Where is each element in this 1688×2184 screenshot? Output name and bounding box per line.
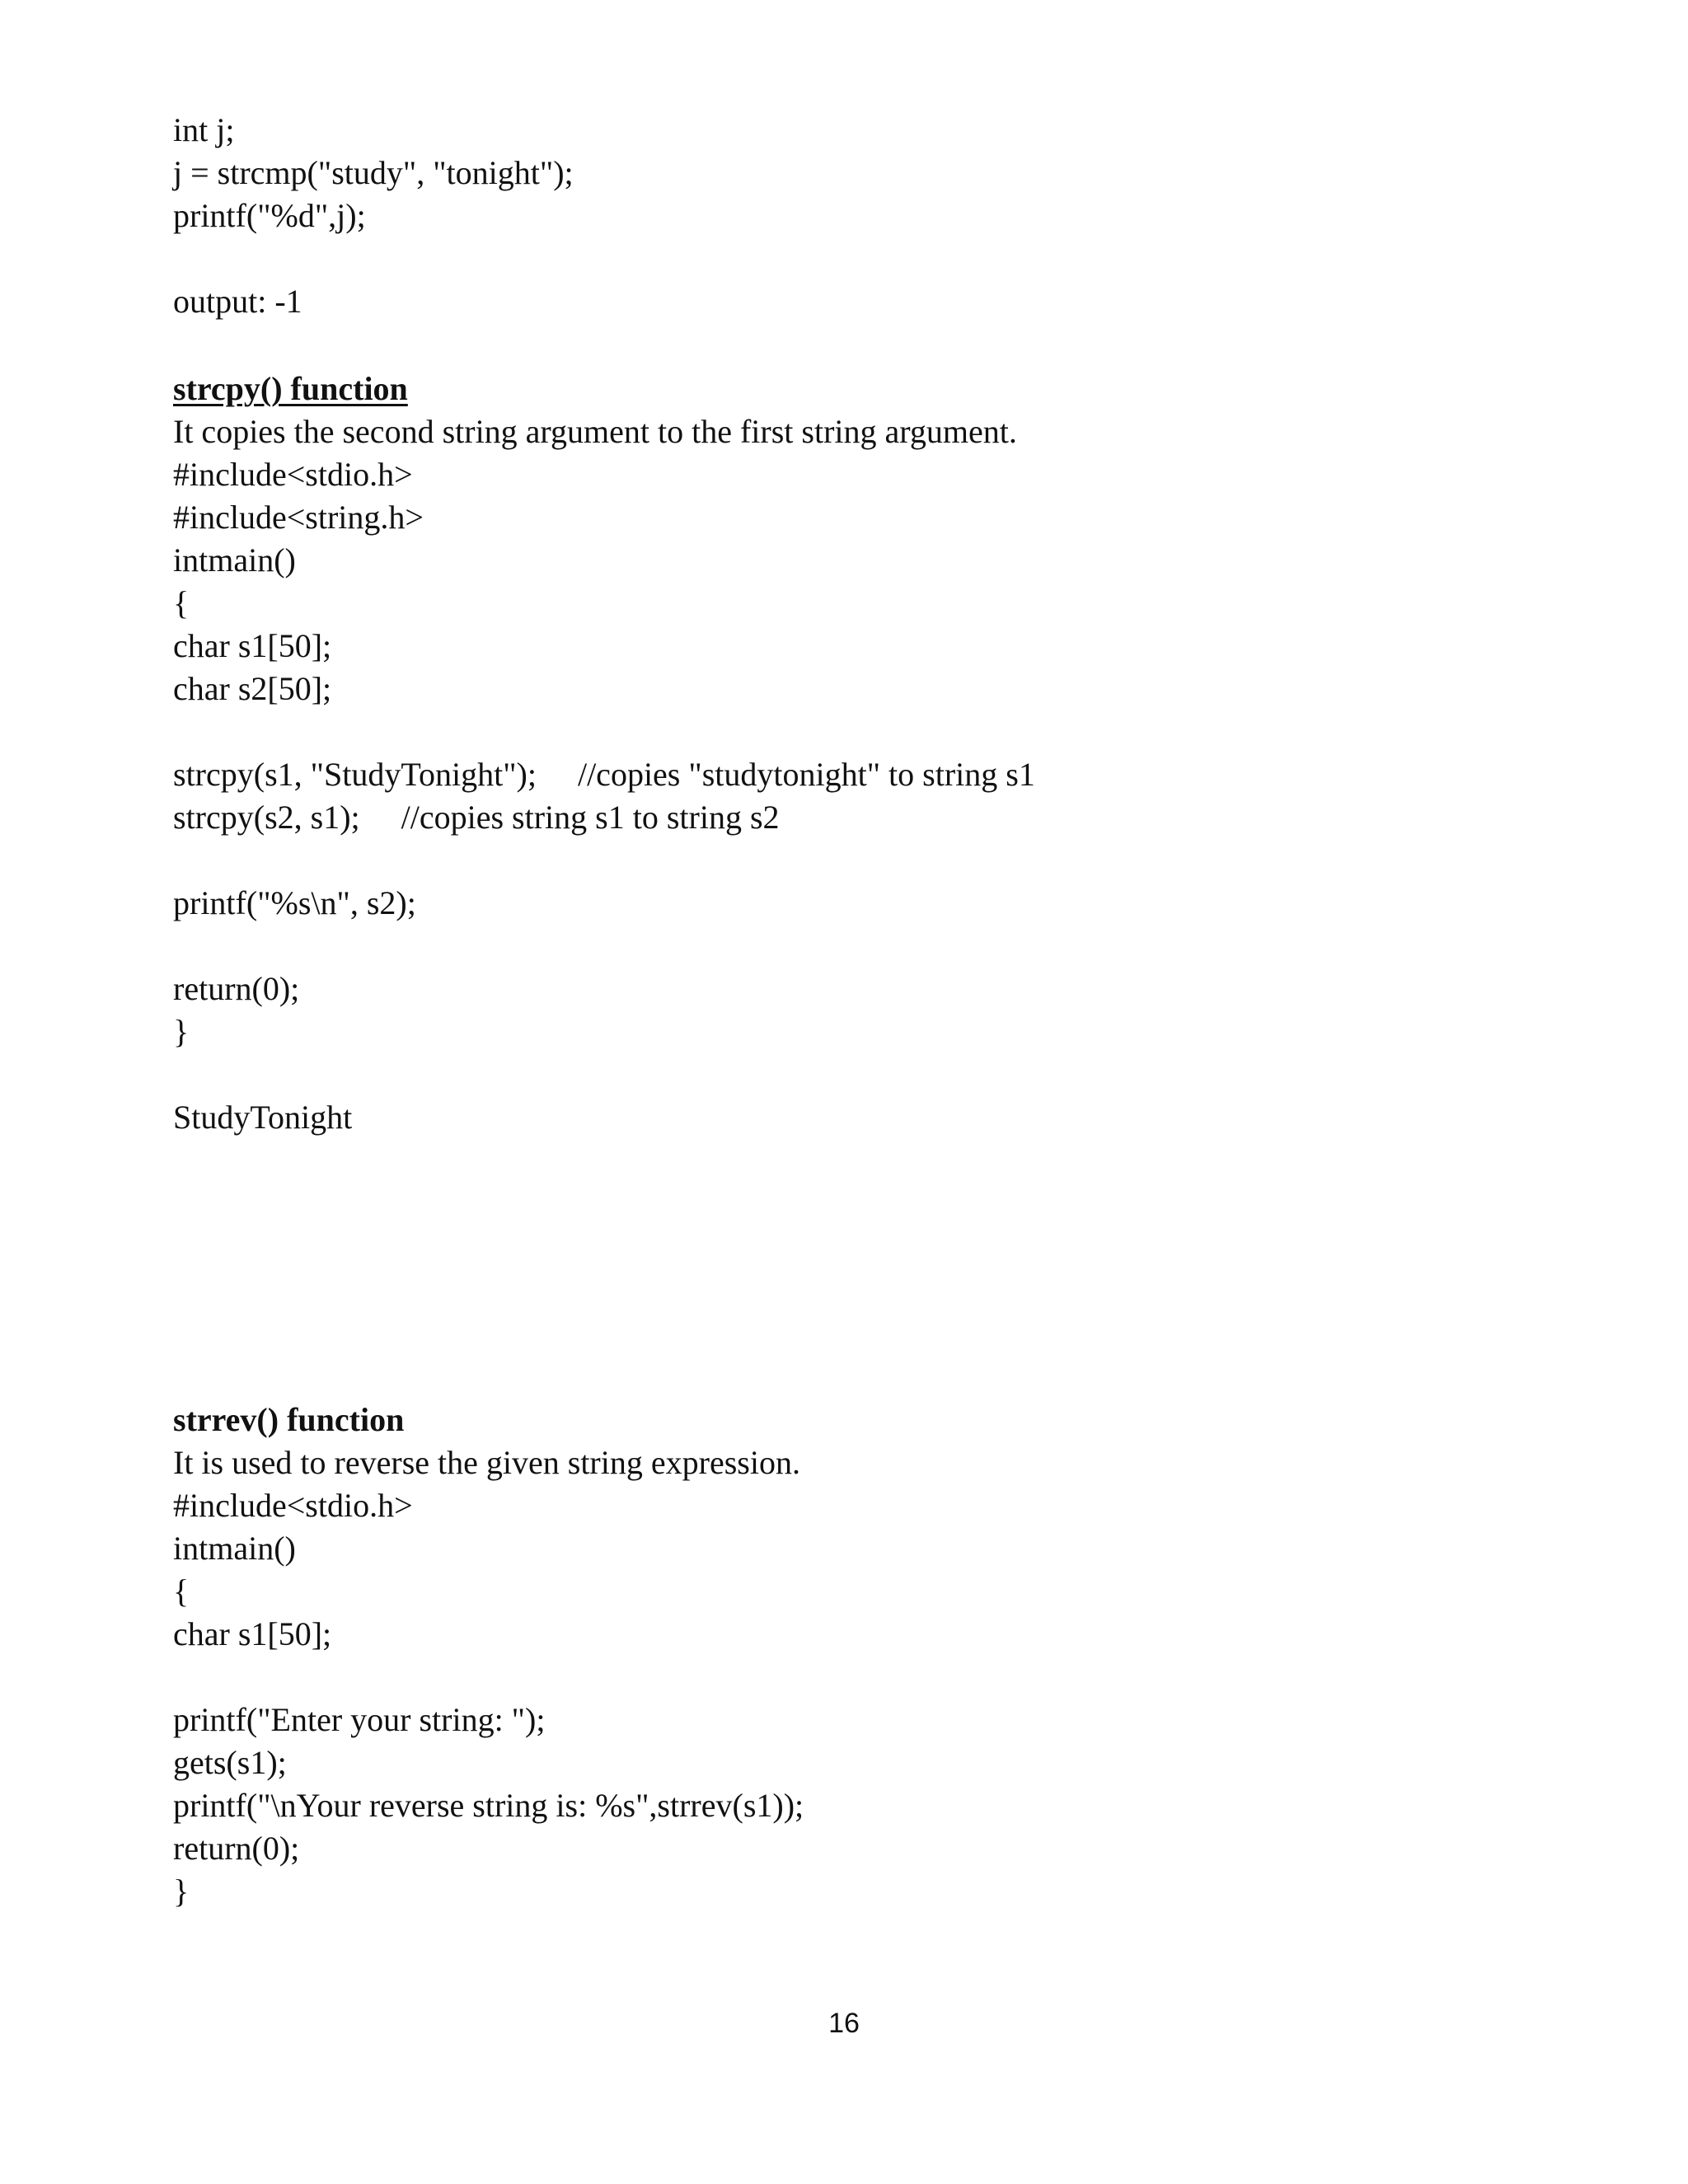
strcpy-output: StudyTonight (173, 1099, 353, 1136)
strrev-description: It is used to reverse the given string expression. (173, 1444, 800, 1481)
strcpy-description: It copies the second string argument to the first string argument. (173, 413, 1017, 450)
page-number: 16 (828, 2008, 860, 2039)
code-line: int j; (173, 111, 235, 148)
code-line: } (173, 1872, 190, 1910)
code-line: printf("%s\n", s2); (173, 884, 416, 921)
output-text: output: -1 (173, 283, 302, 320)
code-line: } (173, 1013, 190, 1050)
code-line: #include<string.h> (173, 499, 424, 536)
code-line: strcpy(s2, s1); //copies string s1 to string s2 (173, 799, 780, 836)
code-line: intmain() (173, 541, 296, 579)
code-line: gets(s1); (173, 1744, 287, 1781)
code-line: return(0); (173, 970, 300, 1007)
code-line: printf("%d",j); (173, 197, 366, 234)
strrev-heading: strrev() function (173, 1401, 405, 1438)
code-line: #include<stdio.h> (173, 1487, 413, 1524)
code-line: char s2[50]; (173, 670, 332, 707)
code-line: printf("Enter your string: "); (173, 1701, 546, 1738)
strcpy-heading: strcpy() function (173, 370, 408, 407)
code-line: { (173, 1572, 190, 1610)
code-line: #include<stdio.h> (173, 456, 413, 493)
code-line: { (173, 584, 190, 621)
code-line: intmain() (173, 1530, 296, 1567)
code-line: return(0); (173, 1830, 300, 1867)
code-line: j = strcmp("study", "tonight"); (173, 154, 574, 191)
code-line: strcpy(s1, "StudyTonight"); //copies "studytonight" to string s1 (173, 756, 1035, 793)
code-line: char s1[50]; (173, 627, 332, 664)
code-line: char s1[50]; (173, 1615, 332, 1652)
code-line: printf("\nYour reverse string is: %s",strrev(s1)); (173, 1787, 804, 1824)
